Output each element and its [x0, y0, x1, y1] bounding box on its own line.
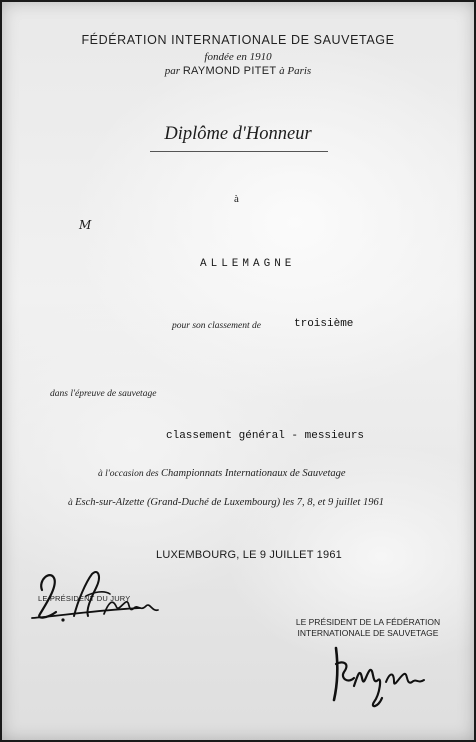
federation-president-signature — [320, 634, 440, 714]
founded-line: fondée en 1910 — [204, 51, 272, 63]
addressee-honorific: M — [79, 218, 92, 232]
place-prefix: à — [68, 498, 73, 508]
federation-president-label: LE PRÉSIDENT DE LA FÉDÉRATION INTERNATIONALE DE SAUVETAGE — [295, 617, 441, 638]
organization-name: FÉDÉRATION INTERNATIONALE DE SAUVETAGE — [81, 33, 395, 47]
founder-prefix: par — [164, 65, 181, 77]
addressee-preposition: à — [234, 193, 239, 205]
occasion-event: Championnats Internationaux de Sauvetage — [160, 468, 346, 479]
title-underline — [150, 151, 328, 152]
jury-president-label: LE PRÉSIDENT DU JURY — [38, 594, 131, 603]
recipient-name: ALLEMAGNE — [200, 258, 296, 270]
epreuve-label: dans l'épreuve de sauvetage — [50, 389, 157, 399]
jury-president-signature — [28, 560, 168, 632]
category-value: classement général - messieurs — [166, 430, 365, 442]
city-date-line: LUXEMBOURG, LE 9 JUILLET 1961 — [156, 549, 342, 561]
place-line — [68, 497, 384, 508]
classement-label: pour son classement de — [172, 321, 261, 331]
place-location: Esch-sur-Alzette (Grand-Duché de Luxembourg) — [75, 497, 281, 508]
founder-name: RAYMOND PITET — [182, 65, 277, 77]
occasion-line — [98, 468, 346, 479]
place-dates: les 7, 8, et 9 juillet 1961 — [282, 497, 384, 508]
classement-value: troisième — [294, 318, 354, 330]
founder-suffix: à Paris — [279, 65, 312, 77]
founder-line — [0, 65, 476, 77]
occasion-prefix: à l'occasion des — [98, 469, 159, 479]
diploma-title: Diplôme d'Honneur — [164, 124, 312, 144]
